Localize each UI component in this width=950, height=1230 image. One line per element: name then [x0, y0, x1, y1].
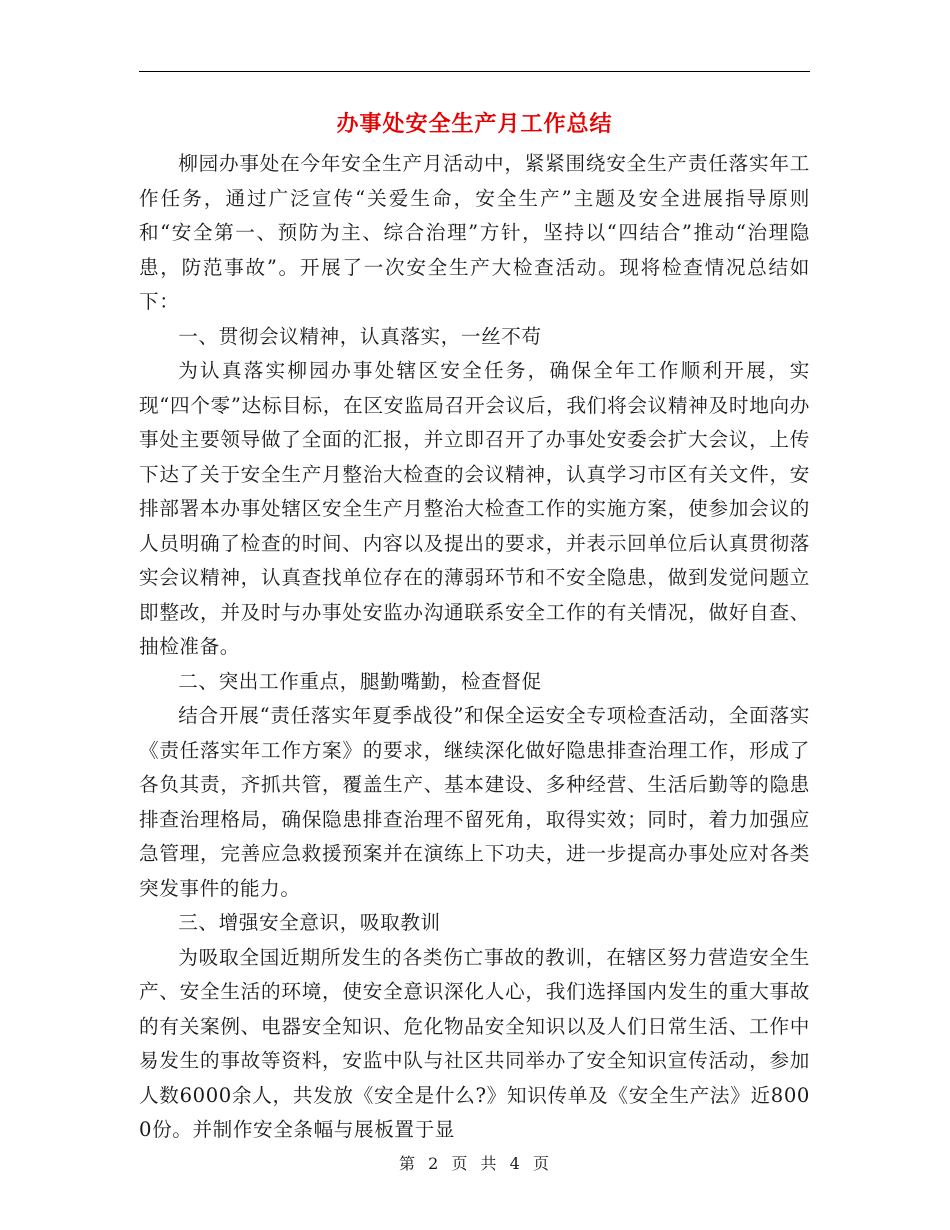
- document-title: 办事处安全生产月工作总结: [336, 112, 613, 137]
- footer-total-prefix: 共: [480, 1154, 499, 1173]
- section-1-paragraph: 为认真落实柳园办事处辖区安全任务，确保全年工作顺利开展，实现“四个零”达标目标，在区安监局召开会议后，我们将会议精神及时地向办事处主要领导做了全面的汇报，并立即召开了办事处安委会扩大会议，上传下达了关于安全生产月整治大检查的会议精神，认真学习市区有关文件，安排部署本办事处辖区安全生产月整治大检查工作的实施方案，使参加会议的人员明确了检查的时间、内容以及提出的要求，并表示回单位后认真贯彻落实会议精神，认真查找单位存在的薄弱环节和不安全隐患，做到发觉问题立即整改，并及时与办事处安监办沟通联系安全工作的有关情况，做好自查、抽检准备。: [139, 359, 810, 658]
- section-heading-2: 二、突出工作重点，腿勤嘴勤，检查督促: [178, 669, 542, 693]
- footer-current-page: 2: [428, 1154, 441, 1173]
- footer-page-word: 页: [451, 1154, 470, 1173]
- section-2-paragraph: 结合开展“责任落实年夏季战役”和保全运安全专项检查活动，全面落实《责任落实年工作方案》的要求，继续深化做好隐患排查治理工作，形成了各负其责，齐抓共管，覆盖生产、基本建设、多种经营、生活后勤等的隐患排查治理格局，确保隐患排查治理不留死角，取得实效；同时，着力加强应急管理，完善应急救援预案并在演练上下功夫，进一步提高办事处应对各类突发事件的能力。: [139, 704, 810, 900]
- intro-paragraph: 柳园办事处在今年安全生产月活动中，紧紧围绕安全生产责任落实年工作任务，通过广泛宣传“关爱生命，安全生产”主题及安全进展指导原则和“安全第一、预防为主、综合治理”方针，坚持以“四结合”推动“治理隐患，防范事故”。开展了一次安全生产大检查活动。现将检查情况总结如下：: [139, 152, 810, 313]
- footer-suffix: 页: [532, 1154, 551, 1173]
- section-heading-1: 一、贯彻会议精神，认真落实，一丝不苟: [178, 324, 542, 348]
- footer-prefix: 第: [399, 1154, 418, 1173]
- section-3-paragraph: 为吸取全国近期所发生的各类伤亡事故的教训，在辖区努力营造安全生产、安全生活的环境，使安全意识深化人心，我们选择国内发生的重大事故的有关案例、电器安全知识、危化物品安全知识以及人们日常生活、工作中易发生的事故等资料，安监中队与社区共同举办了安全知识宣传活动，参加人数6000余人，共发放《安全是什么?》知识传单及《安全生产法》近8000份。并制作安全条幅与展板置于显: [139, 945, 810, 1141]
- header-rule: [139, 71, 810, 72]
- page-footer: [0, 1152, 950, 1176]
- section-heading-3: 三、增强安全意识，吸取教训: [178, 911, 441, 934]
- document-body: [139, 147, 810, 1148]
- footer-total-pages: 4: [509, 1154, 522, 1173]
